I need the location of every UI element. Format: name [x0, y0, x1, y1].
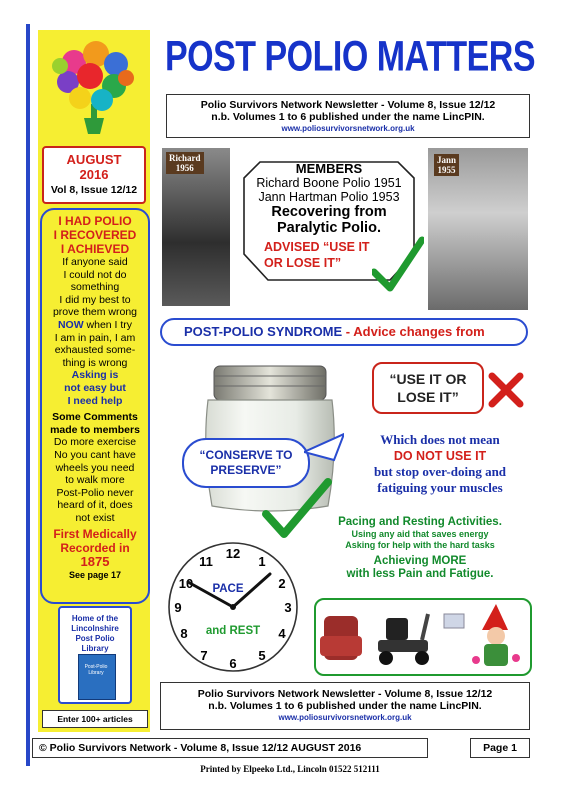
footer-line: Polio Survivors Network Newsletter - Volume 8, Issue 12/12: [197, 688, 493, 700]
advice-line: but stop over-doing and: [373, 464, 507, 479]
see-page-link[interactable]: See page 17: [68, 570, 122, 581]
members-recovering: Paralytic Polio.: [277, 220, 381, 236]
green-check-icon: [372, 236, 424, 296]
library-box[interactable]: [58, 606, 132, 704]
advice-emphasis: DO NOT USE IT: [393, 449, 487, 463]
photo-richard: [162, 148, 230, 306]
library-line: Lincolnshire: [71, 624, 119, 633]
clock-number: 4: [278, 626, 286, 641]
book-icon: [78, 654, 116, 700]
header-url-link[interactable]: www.poliosurvivorsnetwork.org.uk: [281, 124, 415, 133]
comments-heading: Some Comments: [52, 411, 138, 424]
clock-number: 6: [229, 656, 237, 671]
comment-item: Do more exercise: [53, 436, 137, 449]
mobility-aids-image: [316, 600, 530, 674]
first-recorded-year: 1875: [80, 554, 110, 570]
clock-number: 8: [180, 626, 188, 641]
story-line: exhausted some-: [54, 344, 136, 357]
clock-number: 12: [225, 546, 241, 561]
pacing-text: [300, 516, 540, 581]
riser-chair-icon: [320, 616, 362, 660]
comment-item: wheels you need: [55, 461, 135, 474]
story-line: I did my best to: [59, 293, 131, 306]
library-line: Post Polio: [75, 634, 115, 643]
clock-number: 1: [258, 554, 266, 569]
pps-subtitle: - Advice changes from: [342, 324, 485, 339]
clock-rest-label: and REST: [205, 625, 261, 637]
members-line: Jann Hartman Polio 1953: [258, 190, 400, 204]
issue-year: 2016: [79, 167, 109, 182]
sidebar-story-box: [40, 208, 150, 604]
comment-item: heard of it, does: [57, 499, 133, 512]
story-line: something: [70, 281, 120, 294]
first-recorded: First Medically: [53, 527, 137, 542]
conserve-line: PRESERVE”: [210, 463, 282, 477]
comment-item: Post-Polio never: [56, 486, 134, 499]
header-line: n.b. Volumes 1 to 6 published under the name LincPIN.: [211, 111, 485, 123]
pacing-more: with less Pain and Fatigue.: [346, 568, 494, 580]
pacing-sub: Asking for help with the hard tasks: [345, 540, 495, 550]
footer-info-box: [160, 682, 530, 730]
story-line: I could not do: [63, 268, 127, 281]
story-line: I ACHIEVED: [60, 242, 130, 256]
pps-title: POST-POLIO SYNDROME: [184, 324, 343, 339]
mobility-aids-box: [314, 598, 532, 676]
newsletter-title: POST POLIO MATTERS: [164, 33, 536, 81]
header-line: Polio Survivors Network Newsletter - Volume 8, Issue 12/12: [200, 99, 496, 111]
story-line: If anyone said: [62, 256, 128, 268]
clock-number: 7: [200, 648, 208, 663]
footer-url-link[interactable]: www.poliosurvivorsnetwork.org.uk: [278, 713, 412, 722]
story-line: not easy but: [64, 381, 126, 394]
story-line: Asking is: [71, 369, 119, 382]
story-line: thing is wrong: [62, 356, 128, 369]
advice-text: [340, 432, 540, 496]
comment-item: to walk more: [65, 474, 125, 487]
callout-arrow-icon: [304, 432, 344, 462]
photo-label-name: Jann: [437, 155, 457, 165]
story-now-rest: when I try: [83, 318, 133, 331]
footer-line: n.b. Volumes 1 to 6 published under the name LincPIN.: [208, 700, 482, 712]
conserve-line: “CONSERVE TO: [199, 448, 293, 462]
clock-pace-label: PACE: [212, 583, 244, 595]
kitchen-aid-icon: [444, 614, 464, 628]
gnome-figure-icon: [472, 604, 520, 666]
library-line: Library: [81, 644, 109, 653]
advice-line: fatiguing your muscles: [377, 480, 503, 495]
photo-label-name: Richard: [169, 153, 201, 163]
story-line: I am in pain, I am: [54, 331, 136, 344]
photo-label-year: 1955: [437, 165, 456, 175]
issue-volume: Vol 8, Issue 12/12: [50, 184, 138, 196]
header-info-box: [166, 94, 530, 138]
clock-number: 9: [174, 600, 182, 615]
first-recorded: Recorded in: [60, 541, 130, 556]
pacing-title: Pacing and Resting Activities.: [338, 516, 502, 528]
photo-label-year: 1956: [175, 163, 194, 173]
comment-item: not exist: [75, 511, 115, 524]
photo-label-richard: [166, 152, 204, 174]
members-advised: OR LOSE IT”: [264, 256, 342, 270]
page-number: Page 1: [470, 738, 530, 758]
members-title: MEMBERS: [295, 161, 363, 176]
story-line: I need help: [67, 394, 123, 407]
issue-month: AUGUST: [66, 152, 122, 167]
clock-number: 10: [178, 576, 194, 591]
story-line: I HAD POLIO: [58, 214, 132, 228]
clock-number: 2: [278, 576, 286, 591]
members-recovering: Recovering from: [271, 204, 387, 220]
pacing-sub: Using any aid that saves energy: [351, 529, 489, 539]
printer-credit: Printed by Elpeeko Ltd., Lincoln 01522 512111: [200, 764, 380, 774]
issue-date-box: [42, 146, 146, 204]
pace-clock: [166, 540, 300, 674]
story-now: NOW: [57, 318, 84, 331]
photo-label-jann: [434, 154, 459, 176]
story-line: I RECOVERED: [53, 228, 137, 242]
clock-number: 3: [284, 600, 292, 615]
clock-number: 11: [199, 554, 213, 569]
clock-number: 5: [258, 648, 266, 663]
photo-jann: [428, 148, 528, 310]
flower-bouquet-logo: [44, 34, 144, 138]
pps-banner: [160, 318, 528, 346]
use-it-line: LOSE IT”: [397, 389, 459, 405]
copyright-bar: © Polio Survivors Network - Volume 8, Issue 12/12 AUGUST 2016: [32, 738, 428, 758]
red-cross-icon: [488, 372, 524, 408]
advice-line: Which does not mean: [380, 432, 500, 447]
members-advised: ADVISED “USE IT: [264, 240, 370, 254]
pacing-more: Achieving MORE: [373, 555, 467, 567]
story-line: [42, 319, 148, 332]
book-title: Post-Polio Library: [84, 664, 108, 676]
use-it-box: [372, 362, 484, 414]
members-line: Richard Boone Polio 1951: [256, 176, 402, 190]
mobility-scooter-icon: [378, 614, 429, 665]
story-line: prove them wrong: [52, 306, 138, 319]
comment-item: No you cant have: [54, 448, 136, 461]
enter-articles-button[interactable]: Enter 100+ articles: [42, 710, 148, 728]
library-line: Home of the: [71, 614, 119, 623]
use-it-line: “USE IT OR: [389, 371, 467, 387]
comments-heading: made to members: [50, 423, 140, 436]
